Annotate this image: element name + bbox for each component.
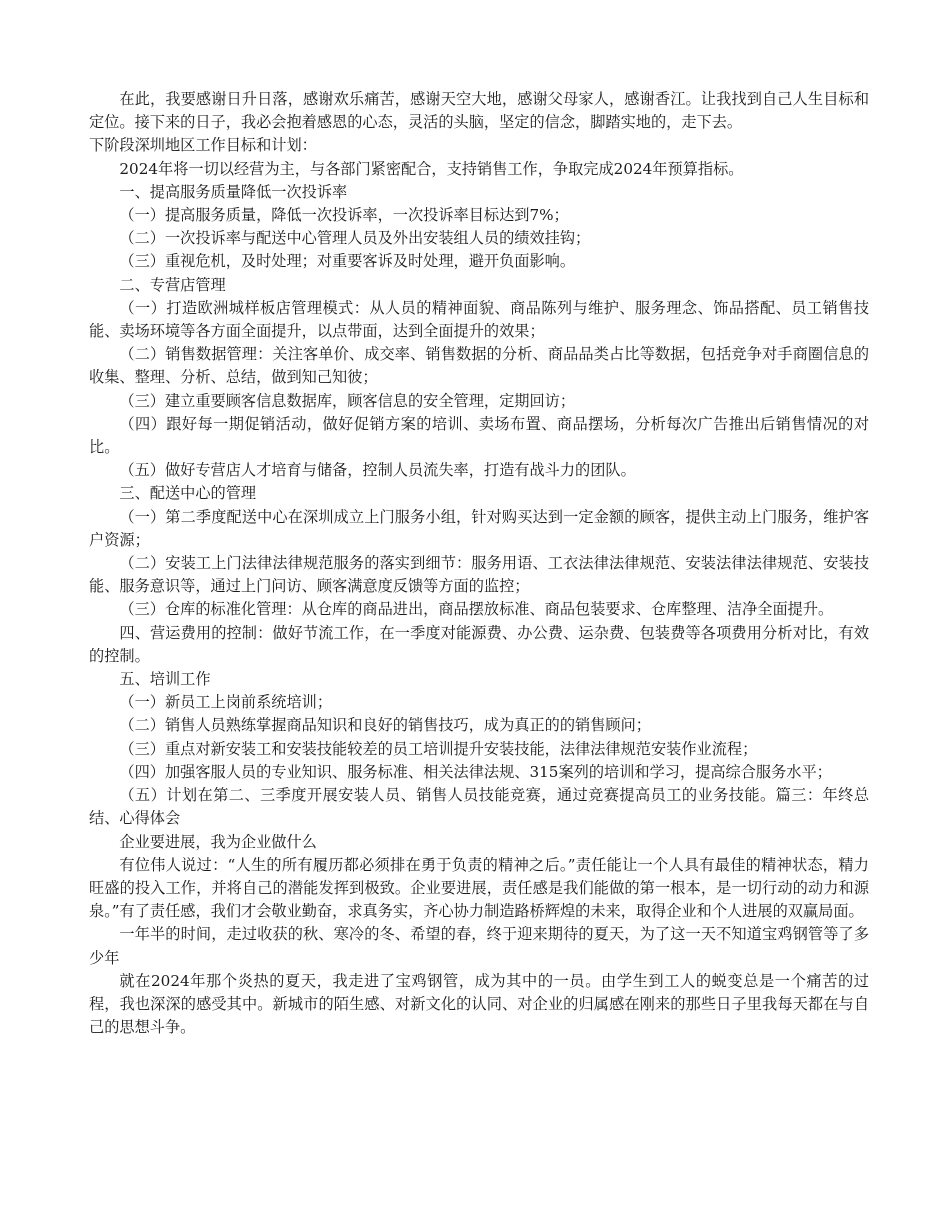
essay-title: 企业要进展，我为企业做什么	[119, 832, 317, 851]
list-item-store-3: （三）建立重要顾客信息数据库，顾客信息的安全管理，定期回访；	[119, 391, 576, 410]
list-item-service-1: （一）提高服务质量，降低一次投诉率，一次投诉率目标达到7%；	[119, 206, 569, 225]
heading-service-quality: 一、提高服务质量降低一次投诉率	[119, 182, 348, 201]
paragraph-responsibility: 有位伟人说过：“人生的所有履历都必须排在勇于负责的精神之后。”责任能让一个人具有最佳的精神状态，精力旺盛的投入工作，并将自己的潜能发挥到极致。企业要进展，责任感是我们能做的第一根本，是一切行动的动力和源泉。”有了责任感，我们才会敬业勤奋，求真务实，齐心协力制造路桥辉煌的未来，取得企业和个人进展的双赢局面。	[89, 855, 869, 921]
list-item-distribution-2: （二）安装工上门法律法律规范服务的落实到细节：服务用语、工衣法律法律规范、安装法律法律规范、安装技能、服务意识等，通过上门问访、顾客满意度反馈等方面的监控；	[89, 554, 869, 596]
list-item-service-2: （二）一次投诉率与配送中心管理人员及外出安装组人员的绩效挂钩；	[119, 229, 591, 248]
document-page	[89, 88, 869, 1039]
paragraph-joining-company: 就在2024年那个炎热的夏天，我走进了宝鸡钢管，成为其中的一员。由学生到工人的蜕变总是一个痛苦的过程，我也深深的感受其中。新城市的陌生感、对新文化的认同、对企业的归属感在刚来的那些日子里我每天都在与自己的思想斗争。	[89, 971, 869, 1037]
list-item-training-5: （五）计划在第二、三季度开展安装人员、销售人员技能竞赛，通过竞赛提高员工的业务技能。篇三：年终总结、心得体会	[89, 786, 869, 828]
paragraph-2024-goal: 2024年将一切以经营为主，与各部门紧密配合，支持销售工作，争取完成2024年预算指标。	[119, 159, 744, 178]
list-item-training-4: （四）加强客服人员的专业知识、服务标准、相关法律法规、315案列的培训和学习，提高综合服务水平；	[119, 762, 832, 781]
list-item-store-1: （一）打造欧洲城样板店管理模式：从人员的精神面貌、商品陈列与维护、服务理念、饰品搭配、员工销售技能、卖场环境等各方面全面提升，以点带面，达到全面提升的效果；	[89, 298, 869, 341]
list-item-service-3: （三）重视危机，及时处理；对重要客诉及时处理，避开负面影响。	[119, 252, 576, 271]
heading-operating-costs: 四、营运费用的控制：做好节流工作，在一季度对能源费、办公费、运杂费、包装费等各项费用分析对比，有效的控制。	[89, 623, 869, 665]
section-heading-next-stage-plan: 下阶段深圳地区工作目标和计划：	[89, 136, 317, 155]
paragraph-year-and-half: 一年半的时间，走过收获的秋、寒冷的冬、希望的春，终于迎来期待的夏天，为了这一天不知道宝鸡钢管等了多少年	[89, 925, 869, 967]
list-item-distribution-3: （三）仓库的标准化管理：从仓库的商品进出，商品摆放标准、商品包装要求、仓库整理、洁净全面提升。	[119, 600, 834, 619]
list-item-store-4: （四）跟好每一期促销活动，做好促销方案的培训、卖场布置、商品摆场，分析每次广告推出后销售情况的对比。	[89, 414, 869, 457]
heading-training: 五、培训工作	[119, 670, 211, 689]
list-item-training-3: （三）重点对新安装工和安装技能较差的员工培训提升安装技能，法律法律规范安装作业流程；	[119, 739, 758, 758]
list-item-store-5: （五）做好专营店人才培育与储备，控制人员流失率，打造有战斗力的团队。	[119, 461, 636, 480]
heading-store-management: 二、专营店管理	[119, 275, 226, 294]
heading-distribution-center: 三、配送中心的管理	[119, 484, 257, 503]
list-item-training-2: （二）销售人员熟练掌握商品知识和良好的销售技巧，成为真正的的销售顾问；	[119, 716, 651, 735]
list-item-training-1: （一）新员工上岗前系统培训；	[119, 693, 333, 712]
list-item-store-2: （二）销售数据管理：关注客单价、成交率、销售数据的分析、商品品类占比等数据，包括竞争对手商圈信息的收集、整理、分析、总结，做到知己知彼；	[89, 345, 869, 387]
paragraph-gratitude: 在此，我要感谢日升日落，感谢欢乐痛苦，感谢天空大地，感谢父母家人，感谢香江。让我找到自己人生目标和定位。接下来的日子，我必会抱着感恩的心态，灵活的头脑，坚定的信念，脚踏实地的，走下去。	[89, 90, 869, 132]
list-item-distribution-1: （一）第二季度配送中心在深圳成立上门服务小组，针对购买达到一定金额的顾客，提供主动上门服务，维护客户资源；	[89, 507, 869, 549]
